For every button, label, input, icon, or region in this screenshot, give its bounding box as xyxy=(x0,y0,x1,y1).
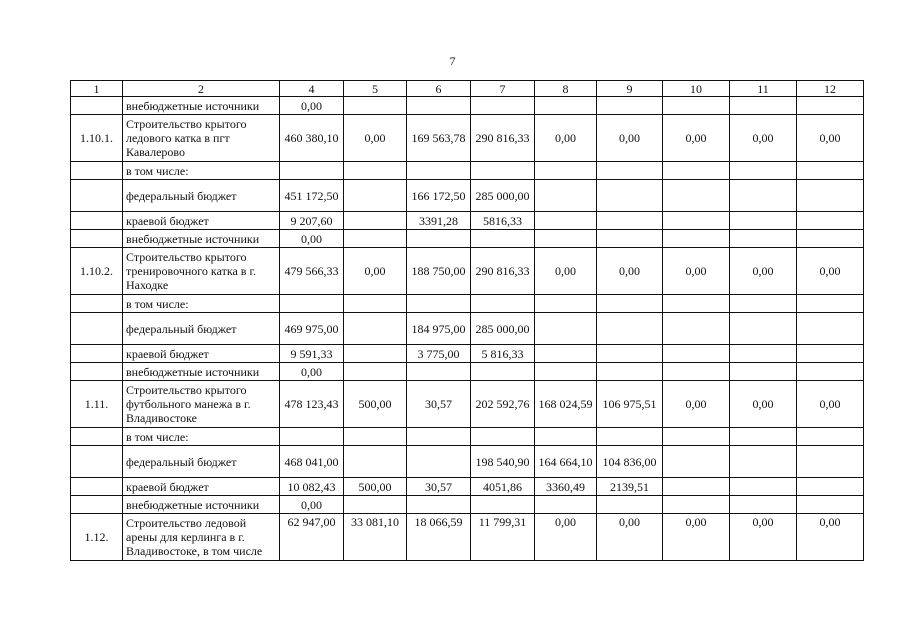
row-name: федеральный бюджет xyxy=(123,180,280,212)
value-cell xyxy=(663,478,730,496)
value-cell xyxy=(471,97,535,115)
table-header-row xyxy=(71,81,864,97)
value-cell: 0,00 xyxy=(280,496,344,514)
value-cell: 469 975,00 xyxy=(280,313,344,345)
table-row xyxy=(71,496,864,514)
value-cell xyxy=(597,345,663,363)
value-cell: 0,00 xyxy=(535,248,597,295)
value-cell xyxy=(535,313,597,345)
value-cell xyxy=(663,363,730,381)
value-cell xyxy=(797,180,864,212)
value-cell xyxy=(797,313,864,345)
value-cell xyxy=(597,180,663,212)
table-row xyxy=(71,180,864,212)
value-cell: 468 041,00 xyxy=(280,446,344,478)
value-cell: 0,00 xyxy=(797,381,864,428)
value-cell xyxy=(407,428,471,446)
column-header: 12 xyxy=(797,81,864,97)
value-cell xyxy=(280,428,344,446)
row-code xyxy=(71,446,123,478)
value-cell: 18 066,59 xyxy=(407,514,471,561)
value-cell xyxy=(730,345,797,363)
row-name: в том числе: xyxy=(123,162,280,180)
value-cell: 10 082,43 xyxy=(280,478,344,496)
value-cell: 5816,33 xyxy=(471,212,535,230)
value-cell: 106 975,51 xyxy=(597,381,663,428)
table-row xyxy=(71,212,864,230)
row-code xyxy=(71,180,123,212)
value-cell: 4051,86 xyxy=(471,478,535,496)
value-cell: 0,00 xyxy=(344,248,407,295)
table-row xyxy=(71,162,864,180)
value-cell xyxy=(797,428,864,446)
column-header: 7 xyxy=(471,81,535,97)
value-cell xyxy=(797,496,864,514)
value-cell xyxy=(663,180,730,212)
value-cell: 0,00 xyxy=(663,248,730,295)
value-cell xyxy=(344,97,407,115)
value-cell: 0,00 xyxy=(597,514,663,561)
value-cell xyxy=(471,295,535,313)
value-cell xyxy=(535,363,597,381)
value-cell xyxy=(535,97,597,115)
value-cell xyxy=(471,428,535,446)
row-name: федеральный бюджет xyxy=(123,313,280,345)
value-cell xyxy=(344,295,407,313)
value-cell xyxy=(471,230,535,248)
value-cell: 500,00 xyxy=(344,478,407,496)
row-name: Строительство крытого ледового катка в пгт Кавалерово xyxy=(123,115,280,162)
value-cell: 0,00 xyxy=(280,363,344,381)
value-cell xyxy=(597,230,663,248)
row-name: Строительство крытого футбольного манежа в г. Владивостоке xyxy=(123,381,280,428)
value-cell xyxy=(730,212,797,230)
column-header: 1 xyxy=(71,81,123,97)
value-cell: 198 540,90 xyxy=(471,446,535,478)
table-row xyxy=(71,428,864,446)
value-cell xyxy=(344,180,407,212)
row-code xyxy=(71,295,123,313)
value-cell: 0,00 xyxy=(797,115,864,162)
value-cell xyxy=(535,162,597,180)
value-cell: 9 591,33 xyxy=(280,345,344,363)
value-cell xyxy=(407,97,471,115)
value-cell xyxy=(597,295,663,313)
row-code xyxy=(71,345,123,363)
value-cell: 0,00 xyxy=(797,248,864,295)
table-row xyxy=(71,514,864,561)
value-cell: 2139,51 xyxy=(597,478,663,496)
value-cell: 0,00 xyxy=(280,230,344,248)
value-cell: 0,00 xyxy=(597,115,663,162)
value-cell xyxy=(471,162,535,180)
value-cell xyxy=(663,428,730,446)
column-header: 9 xyxy=(597,81,663,97)
value-cell xyxy=(344,162,407,180)
value-cell: 188 750,00 xyxy=(407,248,471,295)
column-header: 6 xyxy=(407,81,471,97)
value-cell xyxy=(597,363,663,381)
table-row xyxy=(71,115,864,162)
value-cell xyxy=(797,446,864,478)
value-cell xyxy=(597,428,663,446)
value-cell: 0,00 xyxy=(730,248,797,295)
value-cell: 478 123,43 xyxy=(280,381,344,428)
value-cell xyxy=(663,345,730,363)
value-cell: 0,00 xyxy=(730,514,797,561)
value-cell: 500,00 xyxy=(344,381,407,428)
value-cell xyxy=(535,212,597,230)
table-row xyxy=(71,313,864,345)
value-cell: 0,00 xyxy=(344,115,407,162)
value-cell xyxy=(663,97,730,115)
value-cell: 0,00 xyxy=(280,97,344,115)
value-cell xyxy=(797,162,864,180)
value-cell xyxy=(797,363,864,381)
value-cell xyxy=(797,97,864,115)
row-name: Строительство ледовой арены для керлинга в г. Владивостоке, в том числе xyxy=(123,514,280,561)
row-name: внебюджетные источники xyxy=(123,97,280,115)
value-cell: 460 380,10 xyxy=(280,115,344,162)
value-cell: 479 566,33 xyxy=(280,248,344,295)
row-name: внебюджетные источники xyxy=(123,363,280,381)
table-row xyxy=(71,345,864,363)
row-name: краевой бюджет xyxy=(123,478,280,496)
budget-table xyxy=(70,80,864,561)
value-cell xyxy=(797,230,864,248)
value-cell: 285 000,00 xyxy=(471,313,535,345)
value-cell xyxy=(797,295,864,313)
table-row xyxy=(71,230,864,248)
value-cell: 0,00 xyxy=(663,514,730,561)
value-cell xyxy=(730,478,797,496)
value-cell xyxy=(344,230,407,248)
value-cell: 33 081,10 xyxy=(344,514,407,561)
column-header: 10 xyxy=(663,81,730,97)
row-name: внебюджетные источники xyxy=(123,496,280,514)
row-name: краевой бюджет xyxy=(123,212,280,230)
value-cell: 0,00 xyxy=(663,381,730,428)
value-cell xyxy=(344,363,407,381)
value-cell: 62 947,00 xyxy=(280,514,344,561)
table-body xyxy=(71,97,864,561)
value-cell: 285 000,00 xyxy=(471,180,535,212)
value-cell xyxy=(535,428,597,446)
value-cell xyxy=(344,496,407,514)
value-cell xyxy=(535,295,597,313)
value-cell: 0,00 xyxy=(535,115,597,162)
value-cell: 0,00 xyxy=(663,115,730,162)
table-row xyxy=(71,446,864,478)
value-cell xyxy=(407,295,471,313)
value-cell xyxy=(407,363,471,381)
row-code xyxy=(71,496,123,514)
value-cell xyxy=(730,363,797,381)
value-cell: 104 836,00 xyxy=(597,446,663,478)
value-cell xyxy=(663,496,730,514)
column-header: 8 xyxy=(535,81,597,97)
value-cell: 451 172,50 xyxy=(280,180,344,212)
value-cell: 290 816,33 xyxy=(471,248,535,295)
value-cell xyxy=(663,212,730,230)
row-code xyxy=(71,478,123,496)
row-name: в том числе: xyxy=(123,295,280,313)
value-cell xyxy=(797,212,864,230)
table-row xyxy=(71,295,864,313)
value-cell xyxy=(597,162,663,180)
value-cell: 0,00 xyxy=(730,115,797,162)
value-cell: 169 563,78 xyxy=(407,115,471,162)
value-cell xyxy=(535,230,597,248)
value-cell xyxy=(344,428,407,446)
value-cell: 5 816,33 xyxy=(471,345,535,363)
row-code xyxy=(71,230,123,248)
row-code xyxy=(71,363,123,381)
table-row xyxy=(71,381,864,428)
value-cell xyxy=(797,478,864,496)
row-name: внебюджетные источники xyxy=(123,230,280,248)
value-cell xyxy=(535,496,597,514)
value-cell xyxy=(535,180,597,212)
value-cell: 3 775,00 xyxy=(407,345,471,363)
column-header: 5 xyxy=(344,81,407,97)
value-cell: 3360,49 xyxy=(535,478,597,496)
value-cell xyxy=(730,180,797,212)
value-cell: 0,00 xyxy=(535,514,597,561)
table-row xyxy=(71,97,864,115)
value-cell: 202 592,76 xyxy=(471,381,535,428)
value-cell xyxy=(407,230,471,248)
row-name: Строительство крытого тренировочного катка в г. Находке xyxy=(123,248,280,295)
value-cell: 166 172,50 xyxy=(407,180,471,212)
value-cell xyxy=(663,313,730,345)
column-header: 4 xyxy=(280,81,344,97)
value-cell xyxy=(730,428,797,446)
value-cell xyxy=(407,162,471,180)
value-cell xyxy=(597,212,663,230)
value-cell xyxy=(730,295,797,313)
column-header: 11 xyxy=(730,81,797,97)
value-cell: 30,57 xyxy=(407,381,471,428)
value-cell xyxy=(597,496,663,514)
row-name: федеральный бюджет xyxy=(123,446,280,478)
value-cell xyxy=(597,97,663,115)
value-cell xyxy=(471,496,535,514)
value-cell xyxy=(280,162,344,180)
value-cell: 0,00 xyxy=(597,248,663,295)
value-cell xyxy=(344,345,407,363)
value-cell: 11 799,31 xyxy=(471,514,535,561)
value-cell xyxy=(471,363,535,381)
row-code: 1.10.1. xyxy=(71,115,123,162)
value-cell xyxy=(663,230,730,248)
row-code: 1.10.2. xyxy=(71,248,123,295)
value-cell: 30,57 xyxy=(407,478,471,496)
column-header: 2 xyxy=(123,81,280,97)
row-name: краевой бюджет xyxy=(123,345,280,363)
value-cell: 3391,28 xyxy=(407,212,471,230)
value-cell xyxy=(535,345,597,363)
value-cell xyxy=(730,496,797,514)
row-code: 1.12. xyxy=(71,514,123,561)
row-code: 1.11. xyxy=(71,381,123,428)
row-code xyxy=(71,162,123,180)
row-code xyxy=(71,313,123,345)
value-cell: 290 816,33 xyxy=(471,115,535,162)
table-row xyxy=(71,248,864,295)
row-name: в том числе: xyxy=(123,428,280,446)
value-cell xyxy=(663,162,730,180)
value-cell: 9 207,60 xyxy=(280,212,344,230)
value-cell xyxy=(344,446,407,478)
table-row xyxy=(71,363,864,381)
value-cell xyxy=(730,446,797,478)
value-cell xyxy=(407,446,471,478)
value-cell xyxy=(797,345,864,363)
value-cell xyxy=(663,295,730,313)
value-cell: 0,00 xyxy=(797,514,864,561)
value-cell xyxy=(730,313,797,345)
value-cell: 168 024,59 xyxy=(535,381,597,428)
row-code xyxy=(71,97,123,115)
value-cell xyxy=(344,212,407,230)
value-cell xyxy=(730,97,797,115)
value-cell xyxy=(407,496,471,514)
value-cell xyxy=(730,230,797,248)
value-cell xyxy=(730,162,797,180)
value-cell xyxy=(280,295,344,313)
value-cell xyxy=(663,446,730,478)
row-code xyxy=(71,212,123,230)
table-row xyxy=(71,478,864,496)
row-code xyxy=(71,428,123,446)
value-cell xyxy=(344,313,407,345)
value-cell xyxy=(597,313,663,345)
value-cell: 184 975,00 xyxy=(407,313,471,345)
value-cell: 0,00 xyxy=(730,381,797,428)
value-cell: 164 664,10 xyxy=(535,446,597,478)
page-number: 7 xyxy=(449,54,456,68)
